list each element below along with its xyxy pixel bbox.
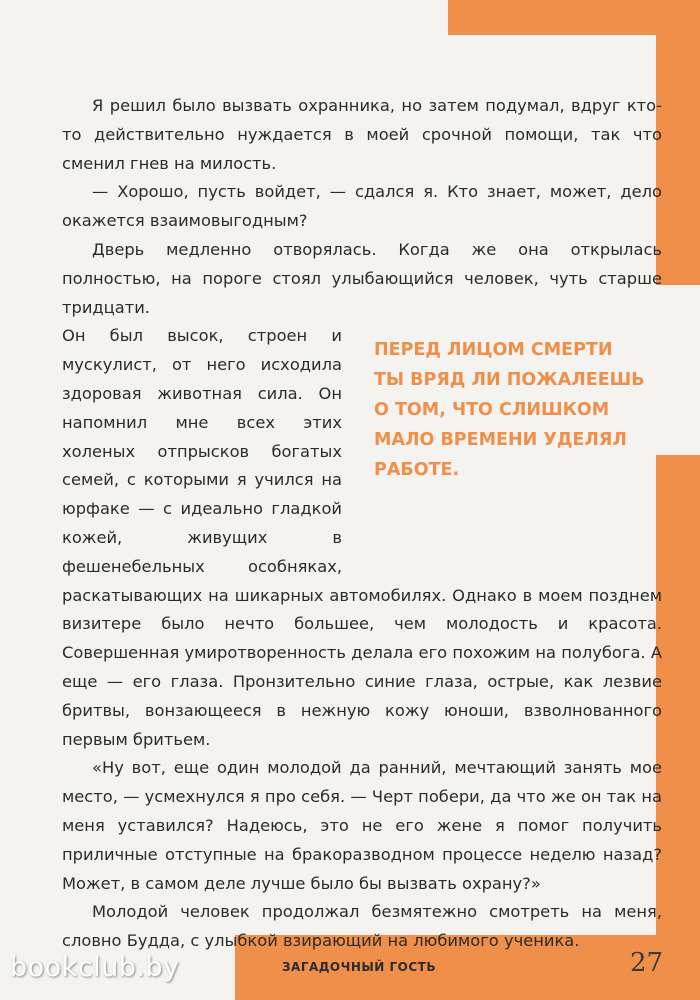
pull-quote <box>362 327 662 557</box>
chapter-title: ЗАГАДОЧНЫЙ ГОСТЬ <box>282 960 437 974</box>
pull-quote-line: РАБОТЕ. <box>374 460 460 481</box>
pull-quote-line: ПЕРЕД ЛИЦОМ СМЕРТИ <box>374 340 613 361</box>
pull-quote-line: МАЛО ВРЕМЕНИ УДЕЛЯЛ <box>374 430 627 451</box>
paragraph: Я решил было вызвать охранника, но затем подумал, вдруг кто-то действительно нуждается в моей срочной помощи, так что сменил гнев на милость. <box>62 96 662 173</box>
pull-quote-line: О ТОМ, ЧТО СЛИШКОМ <box>374 400 610 421</box>
paragraph: — Хорошо, пусть войдет, — сдался я. Кто знает, может, дело окажется взаимовыгодным? <box>62 182 662 231</box>
orange-right-band <box>656 0 700 935</box>
paragraph: «Ну вот, еще один молодой да ранний, мечтающий занять мое место, — усмехнулся я про себя. — Черт побери, да что же он так на меня уставился? Надеюсь, это не его жене я помог получить приличные отступные на бракоразводном процессе неделю назад? Может, в самом деле лучше было бы вызвать охрану?» <box>62 758 662 893</box>
paragraph: Дверь медленно отворялась. Когда же она открылась полностью, на пороге стоял улыбающийся человек, чуть старше тридцати. <box>62 239 662 317</box>
pull-quote-line: ТЫ ВРЯД ЛИ ПОЖАЛЕЕШЬ <box>374 370 645 391</box>
watermark: bookclub.by <box>10 952 180 983</box>
paragraph: Он был высок, строен и мускулист, от него исходила здоровая животная сила. Он напомнил мне всех этих холеных отпрысков богатых семей, с которыми я учился на юрфаке — с идеально гладкой кожей, живущих в фешенебельных особняках, раскатывающих на шикарных автомобилях. Однако в моем позднем визитере было нечто большее, чем молодость и красота. Совершенная умиротворенность делала его похожим на полубога. А еще — его глаза. Пронзительно синие глаза, острые, как лезвие бритвы, вонзающееся в нежную кожу юноши, взволнованного первым бритьем. <box>62 326 662 749</box>
paragraph: Молодой человек продолжал безмятежно смотреть на меня, словно Будда, с улыбкой взирающий на любимого ученика. <box>62 902 662 951</box>
page-number: 27 <box>630 948 664 978</box>
body-text <box>62 92 662 956</box>
page-notch <box>656 285 700 455</box>
